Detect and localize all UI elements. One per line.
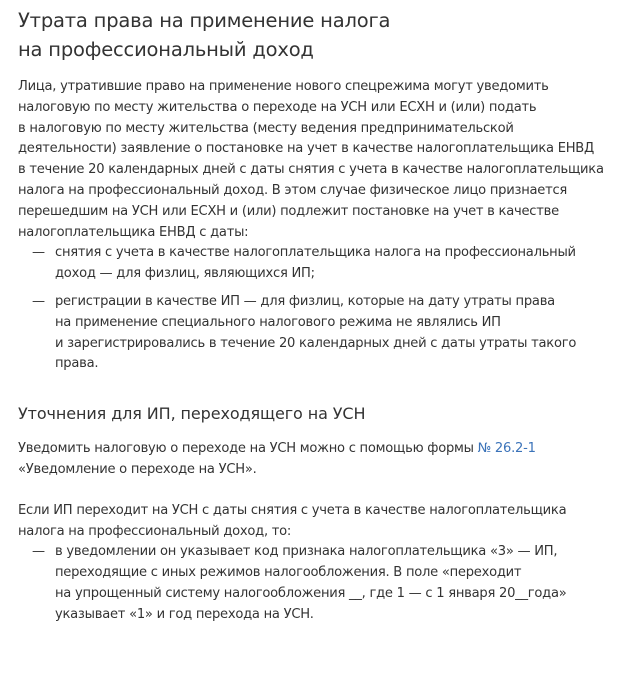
- text-line: деятельности) заявление о постановке на учет в качестве налогоплательщика ЕНВД: [18, 141, 595, 157]
- transition-paragraph: [18, 501, 608, 543]
- form-26-2-1-link[interactable]: № 26.2-1: [477, 441, 536, 457]
- text-line: налога на профессиональный доход. В этом случае физическое лицо признается: [18, 182, 568, 198]
- list-item: [18, 542, 608, 625]
- dash-bullet: —: [32, 245, 45, 261]
- text-line: налогоплательщика ЕНВД с даты:: [18, 224, 249, 240]
- text-line: налога на профессиональный доход, то:: [18, 523, 292, 539]
- text-line: на применение специального налогового режима не являлись ИП: [55, 314, 501, 330]
- text-line: права.: [55, 356, 99, 372]
- list-item: [18, 292, 608, 375]
- intro-paragraph: [18, 77, 608, 243]
- date-conditions-list: [18, 243, 608, 375]
- text-fragment: Уведомить налоговую о переходе на УСН можно с помощью формы: [18, 441, 478, 457]
- article-content: [18, 0, 608, 626]
- text-line: и зарегистрировались в течение 20 календарных дней с даты утраты такого: [55, 335, 577, 351]
- text-line: [18, 439, 608, 460]
- text-line: регистрации в качестве ИП — для физлиц, которые на дату утраты права: [55, 293, 555, 309]
- heading-line: на профессиональный доход: [18, 38, 314, 61]
- text-line: в налоговую по месту жительства (месту ведения предпринимательской: [18, 120, 514, 136]
- transition-details-list: [18, 542, 608, 625]
- text-line: снятия с учета в качестве налогоплательщика налога на профессиональный: [55, 245, 576, 261]
- text-line: Если ИП переходит на УСН с даты снятия с учета в качестве налогоплательщика: [18, 502, 567, 518]
- text-line: в уведомлении он указывает код признака налогоплательщика «3» — ИП,: [55, 544, 558, 560]
- notification-paragraph: [18, 439, 608, 481]
- text-line: на упрощенный систему налогообложения __, где 1 — с 1 января 20__года»: [55, 585, 567, 601]
- text-line: указывает «1» и год перехода на УСН.: [55, 606, 314, 622]
- text-line: налоговую по месту жительства о переходе на УСН или ЕСХН и (или) подать: [18, 99, 537, 115]
- section-heading-ip-usn: Уточнения для ИП, переходящего на УСН: [18, 404, 366, 424]
- heading-line: Утрата права на применение налога: [18, 9, 391, 32]
- list-item: [18, 243, 608, 285]
- section-heading-loss-of-right: [18, 0, 608, 64]
- text-line: переходящие с иных режимов налогообложения. В поле «переходит: [55, 565, 522, 581]
- text-line: Лица, утратившие право на применение нового спецрежима могут уведомить: [18, 79, 549, 94]
- text-line: перешедшим на УСН или ЕСХН и (или) подлежит постановке на учет в качестве: [18, 203, 559, 219]
- text-line: в течение 20 календарных дней с даты снятия с учета в качестве налогоплательщика: [18, 162, 604, 178]
- dash-bullet: —: [32, 544, 45, 560]
- text-line: «Уведомление о переходе на УСН».: [18, 461, 257, 477]
- dash-bullet: —: [32, 293, 45, 309]
- text-line: доход — для физлиц, являющихся ИП;: [55, 266, 315, 282]
